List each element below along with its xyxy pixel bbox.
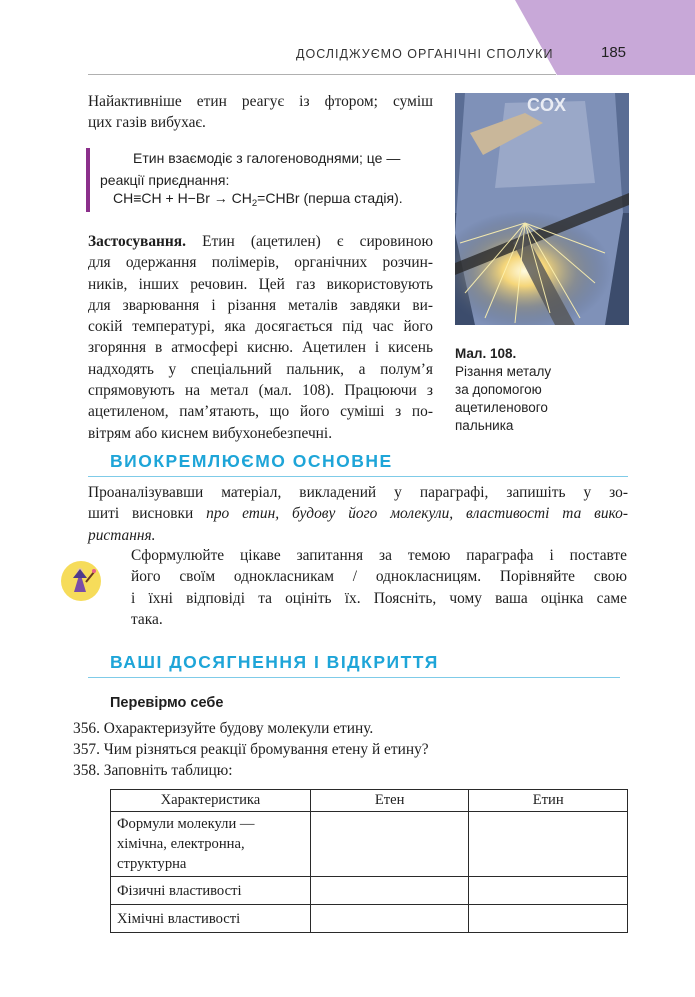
figure-caption-line: ацетиленового (455, 400, 548, 415)
table-header-cell: Характеристика (111, 790, 311, 812)
summary-paragraph (88, 482, 628, 546)
intro-line: цих газів вибухає. (88, 114, 206, 132)
section-title-key-points: ВИОКРЕМЛЮЄМО ОСНОВНЕ (110, 451, 393, 471)
section-title-achievements: ВАШІ ДОСЯГНЕННЯ І ВІДКРИТТЯ (110, 652, 439, 672)
summary-line: ристання. (88, 526, 156, 544)
application-line: вітрям або киснем вибухонебезпечні. (88, 424, 333, 442)
application-line: спрямовують на метал (мал. 108). Працюючи з (88, 382, 433, 400)
self-check-heading: Перевірмо себе (110, 695, 224, 711)
application-line: ників, інших речовин. Цей газ використовують (88, 275, 433, 293)
task-357: 357. Чим різняться реакції бромування етену й етину? (73, 741, 429, 758)
figure-caption-line: Різання металу (455, 364, 552, 379)
note-block (100, 147, 400, 191)
reaction-equation (113, 190, 403, 209)
section-rule (88, 476, 628, 477)
note-line: Етин взаємодіє з галогеноводнями; це — (133, 150, 401, 166)
welding-photo (455, 93, 629, 325)
section-rule (88, 677, 620, 678)
discussion-line: і їхні відповіді та оцініть їх. Поясніть, чому ваша оцінка саме (131, 589, 627, 607)
table-cell-empty[interactable] (469, 877, 628, 905)
figure-label: Мал. 108. (455, 346, 517, 361)
discussion-line: така. (131, 610, 163, 628)
corner-tab-decoration (515, 0, 695, 75)
table-row (111, 905, 628, 933)
figure-caption-line: пальника (455, 418, 514, 433)
application-term: Застосування. (88, 233, 186, 250)
summary-line: шиті висновки про етин, будову його молекули, властивості та вико- (88, 505, 628, 523)
application-line: згоряння в атмосфері кисню. Ацетилен і кисень (88, 339, 433, 357)
table-cell-empty[interactable] (469, 905, 628, 933)
table-header-cell: Етин (469, 790, 628, 812)
running-head: ДОСЛІДЖУЄМО ОРГАНІЧНІ СПОЛУКИ (296, 47, 554, 61)
application-line: ацетиленом, пам’ятають, що його суміші з по- (88, 403, 433, 421)
table-cell-empty[interactable] (310, 812, 469, 877)
figure-caption-line: за допомогою (455, 382, 542, 397)
application-line: сокій температурі, яка досягається під час його (88, 318, 433, 336)
summary-line: Проаналізувавши матеріал, викладений у параграфі, запишіть у зо- (88, 484, 628, 501)
application-line: для зварювання і різання металів завдяки ви- (88, 296, 433, 314)
table-row (111, 812, 628, 877)
intro-paragraph (88, 91, 433, 134)
table-row-label: Фізичні властивості (111, 877, 311, 905)
note-line: реакції приєднання: (100, 172, 230, 188)
table-header-row (111, 790, 628, 812)
creative-task-icon (60, 560, 102, 602)
task-358: 358. Заповніть таблицю: (73, 762, 233, 779)
table-cell-empty[interactable] (310, 905, 469, 933)
figure-caption (455, 345, 551, 435)
intro-line: Найактивніше етин реагує із фтором; суміш (88, 93, 433, 110)
note-accent-bar (86, 148, 90, 212)
application-line: надходять у спеціальний пальник, а полум’я (88, 360, 433, 378)
table-cell-empty[interactable] (310, 877, 469, 905)
table-header-cell: Етен (310, 790, 469, 812)
equation-product-rest: =CHBr (перша стадія). (257, 190, 403, 206)
equation-reactants: CH≡CH + H−Br (113, 190, 210, 206)
table-row-label: Хімічні властивості (111, 905, 311, 933)
equation-arrow: → (213, 190, 228, 206)
comparison-table (110, 789, 628, 933)
table-row (111, 877, 628, 905)
equation-subscript: 2 (251, 198, 258, 209)
application-paragraph (88, 231, 433, 444)
discussion-line: Сформулюйте цікаве запитання за темою параграфа і поставте (131, 547, 627, 564)
table-row-label: Формули молекули — хімічна, електронна, структурна (111, 812, 311, 877)
application-line: Застосування. Етин (ацетилен) є сировиною (88, 233, 433, 250)
discussion-paragraph (131, 545, 627, 630)
shirt-logo: COX (527, 95, 567, 115)
table-cell-empty[interactable] (469, 812, 628, 877)
equation-product: CH (231, 190, 252, 206)
welding-photo-illustration (455, 93, 629, 325)
application-line: для одержання полімерів, органічних розчин- (88, 254, 433, 272)
task-356: 356. Охарактеризуйте будову молекули етину. (73, 720, 374, 737)
discussion-line: його своїм однокласникам / однокласницям. Порівняйте свою (131, 568, 627, 586)
header-rule (88, 74, 556, 75)
page-number: 185 (601, 44, 627, 61)
